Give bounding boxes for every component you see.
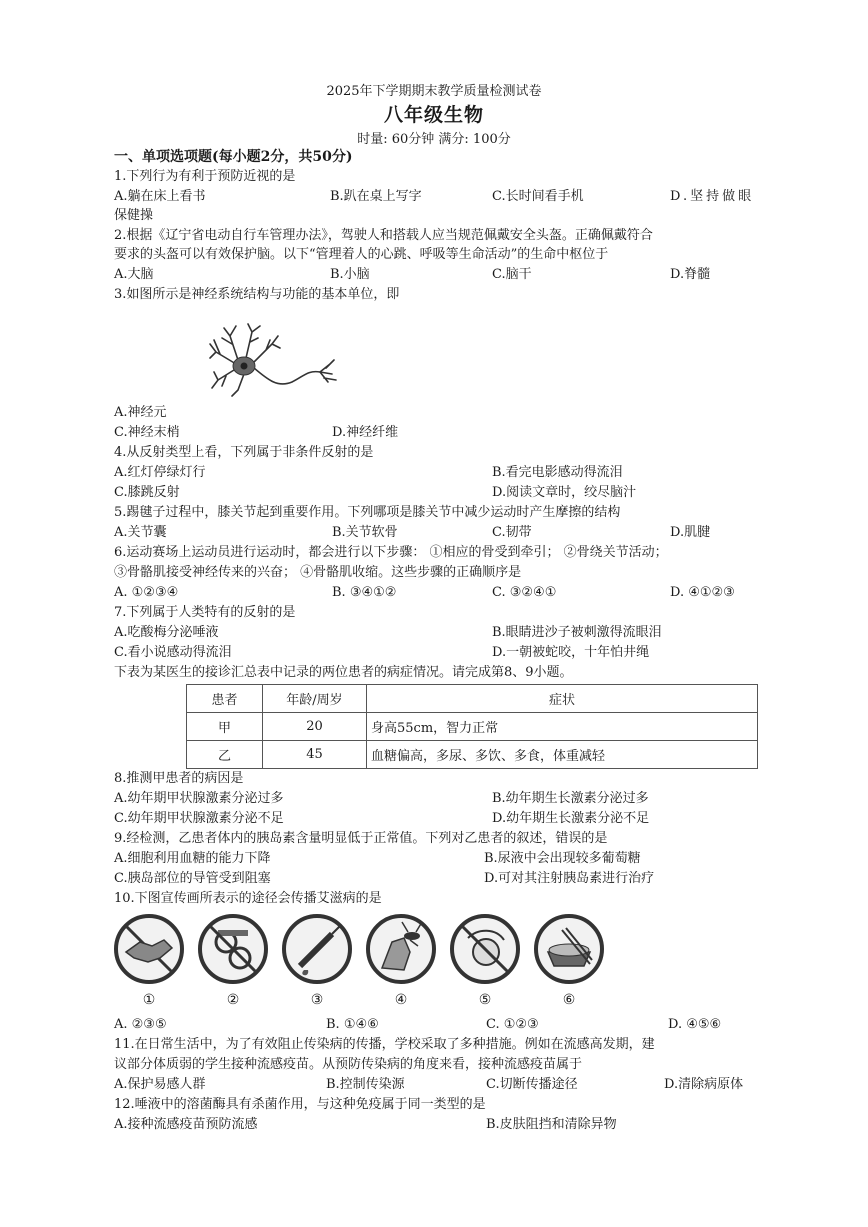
patient-table: [186, 684, 758, 769]
exam-title: 2025年下学期期末教学质量检测试卷: [326, 84, 542, 99]
table-cell: 身高55cm，智力正常: [367, 713, 758, 741]
q11-option-d: D.清除病原体: [664, 1077, 744, 1092]
table-row: [187, 713, 758, 741]
q2-option-b: B.小脑: [330, 267, 370, 282]
table-header: 年龄/周岁: [263, 685, 367, 713]
q5-option-c: C.韧带: [492, 525, 532, 540]
q1-option-d-cont: 保健操: [114, 208, 154, 223]
syringe-icon: [280, 912, 354, 986]
table-cell: 45: [263, 741, 367, 769]
q7-stem: 7.下列属于人类特有的反射的是: [114, 605, 296, 620]
q4-stem: 4.从反射类型上看，下列属于非条件反射的是: [114, 445, 374, 460]
mosquito-icon: [364, 912, 438, 986]
q6-option-c: C. ③②④①: [492, 585, 557, 600]
q10-option-b: B. ①④⑥: [326, 1017, 379, 1032]
q3-stem: 3.如图所示是神经系统结构与功能的基本单位，即: [114, 287, 400, 302]
q1-option-b: B.趴在桌上写字: [330, 189, 422, 204]
q11-stem-line2: 议部分体质弱的学生接种流感疫苗。从预防传染病的角度来看，接种流感疫苗属于: [114, 1057, 583, 1072]
q8-stem: 8.推测甲患者的病因是: [114, 771, 244, 786]
aids-poster-row: [112, 912, 592, 1012]
q4-option-c: C.膝跳反射: [114, 485, 180, 500]
baby-feeding-icon: [448, 912, 522, 986]
handshake-icon: [112, 912, 186, 986]
figure-label: ③: [310, 992, 324, 1008]
q9-option-a: A.细胞利用血糖的能力下降: [114, 851, 271, 866]
q7-option-b: B.眼睛进沙子被刺激得流眼泪: [492, 625, 662, 640]
q2-stem-line1: 2.根据《辽宁省电动自行车管理办法》，驾驶人和搭载人应当规范佩戴安全头盔。正确佩戴符合: [114, 228, 653, 243]
q3-option-c: C.神经末梢: [114, 425, 180, 440]
q11-stem-line1: 11.在日常生活中，为了有效阻止传染病的传播，学校采取了多种措施。例如在流感高发期，建: [114, 1037, 655, 1052]
q6-stem-line2: ③骨骼肌接受神经传来的兴奋； ④骨骼肌收缩。这些步骤的正确顺序是: [114, 565, 522, 580]
q1-stem: 1.下列行为有利于预防近视的是: [114, 169, 296, 184]
q6-option-d: D. ④①②③: [670, 585, 735, 600]
q2-option-c: C.脑干: [492, 267, 532, 282]
q5-option-d: D.肌腱: [670, 525, 711, 540]
figure-label: ①: [142, 992, 156, 1008]
figure-label: ②: [226, 992, 240, 1008]
q1-option-a: A.躺在床上看书: [114, 189, 206, 204]
q5-option-b: B.关节软骨: [332, 525, 398, 540]
q8-option-b: B.幼年期生长激素分泌过多: [492, 791, 649, 806]
q8-option-c: C.幼年期甲状腺激素分泌不足: [114, 811, 284, 826]
table-row: [187, 741, 758, 769]
q4-option-b: B.看完电影感动得流泪: [492, 465, 623, 480]
table-header: 症状: [367, 685, 758, 713]
table-cell: 乙: [187, 741, 263, 769]
q10-option-a: A. ②③⑤: [114, 1017, 167, 1032]
subject-title: 八年级生物: [383, 104, 484, 126]
q9-stem: 9.经检测，乙患者体内的胰岛素含量明显低于正常值。下列对乙患者的叙述，错误的是: [114, 831, 608, 846]
table-cell: 甲: [187, 713, 263, 741]
section-heading: 一、单项选项题(每小题2分，共50分): [114, 149, 353, 165]
q11-option-b: B.控制传染源: [326, 1077, 405, 1092]
q6-stem-line1: 6.运动赛场上运动员进行运动时，都会进行以下步骤： ①相应的骨受到牵引； ②骨绕关节活动；: [114, 545, 668, 560]
q3-option-a: A.神经元: [114, 405, 167, 420]
table-cell: 血糖偏高，多尿、多饮、多食，体重减轻: [367, 741, 758, 769]
q4-option-d: D.阅读文章时，绞尽脑汁: [492, 485, 637, 500]
toothbrush-razor-icon: [196, 912, 270, 986]
q11-option-a: A.保护易感人群: [114, 1077, 206, 1092]
q10-stem: 10.下图宣传画所表示的途径会传播艾滋病的是: [114, 891, 382, 906]
shared-meal-icon: [532, 912, 606, 986]
neuron-figure: [208, 322, 340, 402]
table-intro: 下表为某医生的接诊汇总表中记录的两位患者的病症情况。请完成第8、9小题。: [114, 665, 573, 680]
q12-option-a: A.接种流感疫苗预防流感: [114, 1117, 258, 1132]
q7-option-c: C.看小说感动得流泪: [114, 645, 232, 660]
q9-option-c: C.胰岛部位的导管受到阻塞: [114, 871, 271, 886]
table-header-row: [187, 685, 758, 713]
q10-option-c: C. ①②③: [486, 1017, 539, 1032]
q12-stem: 12.唾液中的溶菌酶具有杀菌作用，与这种免疫属于同一类型的是: [114, 1097, 486, 1112]
time-info: 时量: 60分钟 满分: 100分: [357, 132, 511, 147]
q8-option-a: A.幼年期甲状腺激素分泌过多: [114, 791, 284, 806]
figure-label: ⑥: [562, 992, 576, 1008]
table-cell: 20: [263, 713, 367, 741]
q1-option-c: C.长时间看手机: [492, 189, 584, 204]
q5-option-a: A.关节囊: [114, 525, 167, 540]
table-header: 患者: [187, 685, 263, 713]
q5-stem: 5.踢毽子过程中，膝关节起到重要作用。下列哪项是膝关节中减少运动时产生摩擦的结构: [114, 505, 621, 520]
q6-option-a: A. ①②③④: [114, 585, 179, 600]
q11-option-c: C.切断传播途径: [486, 1077, 578, 1092]
q7-option-a: A.吃酸梅分泌唾液: [114, 625, 219, 640]
q10-option-d: D. ④⑤⑥: [668, 1017, 722, 1032]
figure-label: ④: [394, 992, 408, 1008]
q9-option-d: D.可对其注射胰岛素进行治疗: [484, 871, 655, 886]
q9-option-b: B.尿液中会出现较多葡萄糖: [484, 851, 641, 866]
q8-option-d: D.幼年期生长激素分泌不足: [492, 811, 650, 826]
q7-option-d: D.一朝被蛇咬，十年怕井绳: [492, 645, 650, 660]
q1-option-d: D.坚持做眼: [670, 189, 755, 204]
q2-option-d: D.脊髓: [670, 267, 711, 282]
q2-option-a: A.大脑: [114, 267, 154, 282]
q4-option-a: A.红灯停绿灯行: [114, 465, 206, 480]
q2-stem-line2: 要求的头盔可以有效保护脑。以下“管理着人的心跳、呼吸等生命活动”的生命中枢位于: [114, 247, 609, 262]
q3-option-d: D.神经纤维: [332, 425, 399, 440]
q12-option-b: B.皮肤阻挡和清除异物: [486, 1117, 617, 1132]
q6-option-b: B. ③④①②: [332, 585, 397, 600]
figure-label: ⑤: [478, 992, 492, 1008]
